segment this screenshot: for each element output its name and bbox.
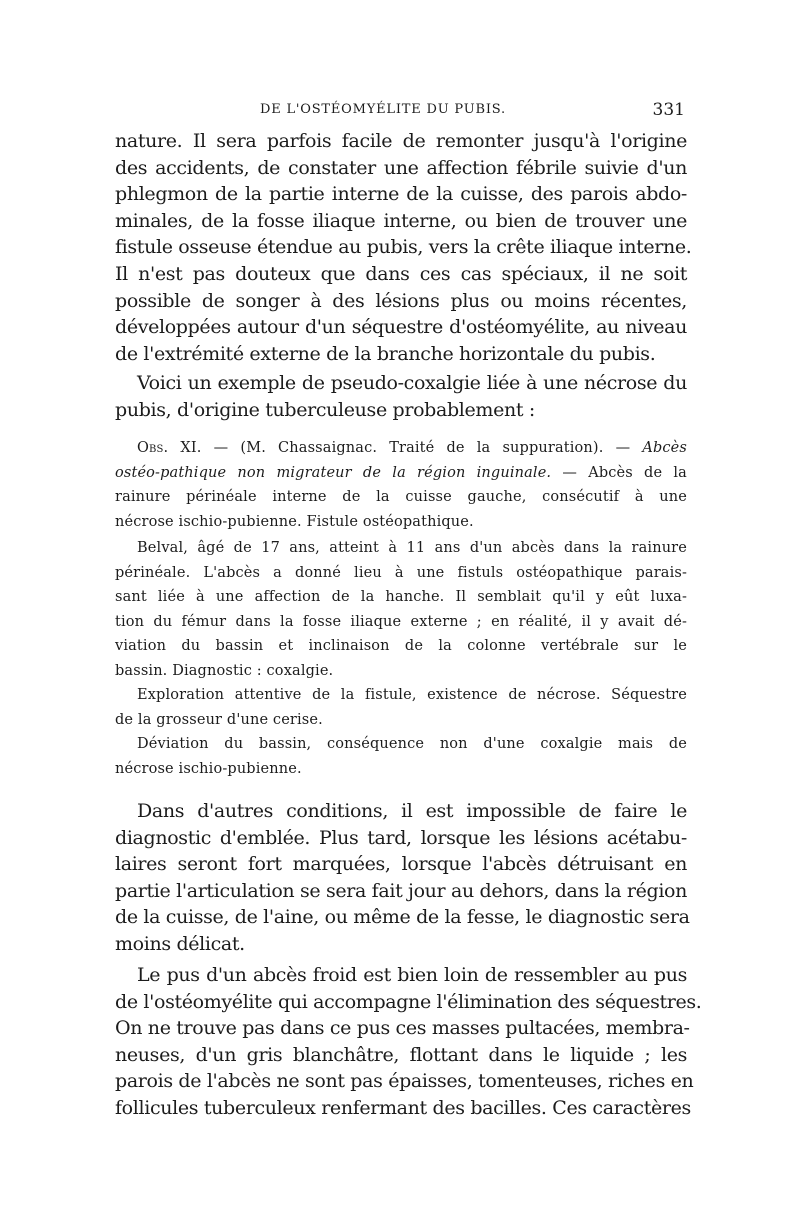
text-line: nécrose ischio-pubienne.: [115, 760, 302, 777]
text-line: fistule osseuse étendue au pubis, vers la crête iliaque interne.: [115, 236, 692, 259]
observation-label: Obs. XI.: [137, 440, 202, 456]
text-line: tion du fémur dans la fosse iliaque externe ; en réalité, il y avait dé-: [115, 613, 687, 630]
text-line: follicules tuberculeux renfermant des bacilles. Ces caractères: [115, 1096, 691, 1119]
text-line: de l'extrémité externe de la branche horizontale du pubis.: [115, 342, 656, 365]
text-line: Voici un exemple de pseudo-coxalgie liée à une nécrose du: [137, 372, 687, 394]
paragraph-intro-example: [115, 370, 687, 423]
observation-title-start: Abcès: [642, 440, 687, 456]
text-line: nécrose ischio-pubienne. Fistule ostéopathique.: [115, 513, 474, 530]
text-line: Déviation du bassin, conséquence non d'une coxalgie mais de: [137, 736, 687, 752]
text-line: de la cuisse, de l'aine, ou même de la fesse, le diagnostic sera: [115, 906, 690, 929]
text-line: des accidents, de constater une affection fébrile suivie d'un: [115, 156, 687, 179]
page-number: 331: [652, 100, 685, 120]
text-line: possible de songer à des lésions plus ou moins récentes,: [115, 289, 687, 312]
text-line: Exploration attentive de la fistule, existence de nécrose. Séquestre: [137, 687, 687, 703]
text-line: partie l'articulation se sera fait jour au dehors, dans la région: [115, 879, 688, 902]
text-line: nature. Il sera parfois facile de remonter jusqu'à l'origine: [115, 130, 687, 152]
paragraph-diagnosis: [115, 798, 690, 958]
text-line: périnéale. L'abcès a donné lieu à une fistuls ostéopathique parais-: [115, 564, 687, 581]
text-line: minales, de la fosse iliaque interne, ou bien de trouver une: [115, 209, 687, 232]
observation-block: [115, 436, 687, 781]
paragraph-continuation: [115, 128, 692, 367]
text-line: Le pus d'un abcès froid est bien loin de ressembler au pus: [137, 964, 687, 986]
text-line: sant liée à une affection de la hanche. Il semblait qu'il y eût luxa-: [115, 589, 687, 605]
text-line: Il n'est pas douteux que dans ces cas spéciaux, il ne soit: [115, 262, 687, 285]
observation-summary-start: — Abcès de la: [562, 464, 687, 481]
text-line: laires seront fort marquées, lorsque l'abcès détruisant en: [115, 853, 687, 876]
text-line: phlegmon de la partie interne de la cuisse, des parois abdo-: [115, 183, 687, 206]
text-line: rainure périnéale interne de la cuisse gauche, consécutif à une: [115, 489, 687, 505]
observation-source: (M. Chassaignac. Traité de la suppuration). —: [240, 440, 631, 456]
text-line: Belval, âgé de 17 ans, atteint à 11 ans d'un abcès dans la rainure: [137, 540, 687, 556]
observation-heading-line: [115, 436, 687, 461]
text-line: de l'ostéomyélite qui accompagne l'élimination des séquestres.: [115, 990, 702, 1013]
text-line: Dans d'autres conditions, il est impossible de faire le: [137, 800, 687, 822]
page-header: [115, 100, 685, 124]
text-line: On ne trouve pas dans ce pus ces masses pultacées, membra-: [115, 1017, 690, 1040]
text-line: moins délicat.: [115, 932, 245, 955]
text-line: bassin. Diagnostic : coxalgie.: [115, 662, 334, 679]
running-title: DE L'OSTÉOMYÉLITE DU PUBIS.: [260, 102, 506, 117]
text-line: parois de l'abcès ne sont pas épaisses, tomenteuses, riches en: [115, 1070, 694, 1093]
observation-title: ostéo-pathique non migrateur de la région inguinale.: [115, 464, 552, 481]
text-line: développées autour d'un séquestre d'ostéomyélite, au niveau: [115, 316, 687, 339]
text-line: diagnostic d'emblée. Plus tard, lorsque les lésions acétabu-: [115, 826, 687, 849]
observation-title-line: [115, 461, 687, 486]
text-line: viation du bassin et inclinaison de la colonne vertébrale sur le: [115, 638, 687, 654]
text-line: neuses, d'un gris blanchâtre, flottant dans le liquide ; les: [115, 1043, 687, 1066]
observation-dash: —: [213, 440, 229, 456]
text-line: pubis, d'origine tuberculeuse probablement :: [115, 398, 535, 421]
paragraph-pus: [115, 962, 702, 1122]
text-line: de la grosseur d'une cerise.: [115, 711, 323, 728]
